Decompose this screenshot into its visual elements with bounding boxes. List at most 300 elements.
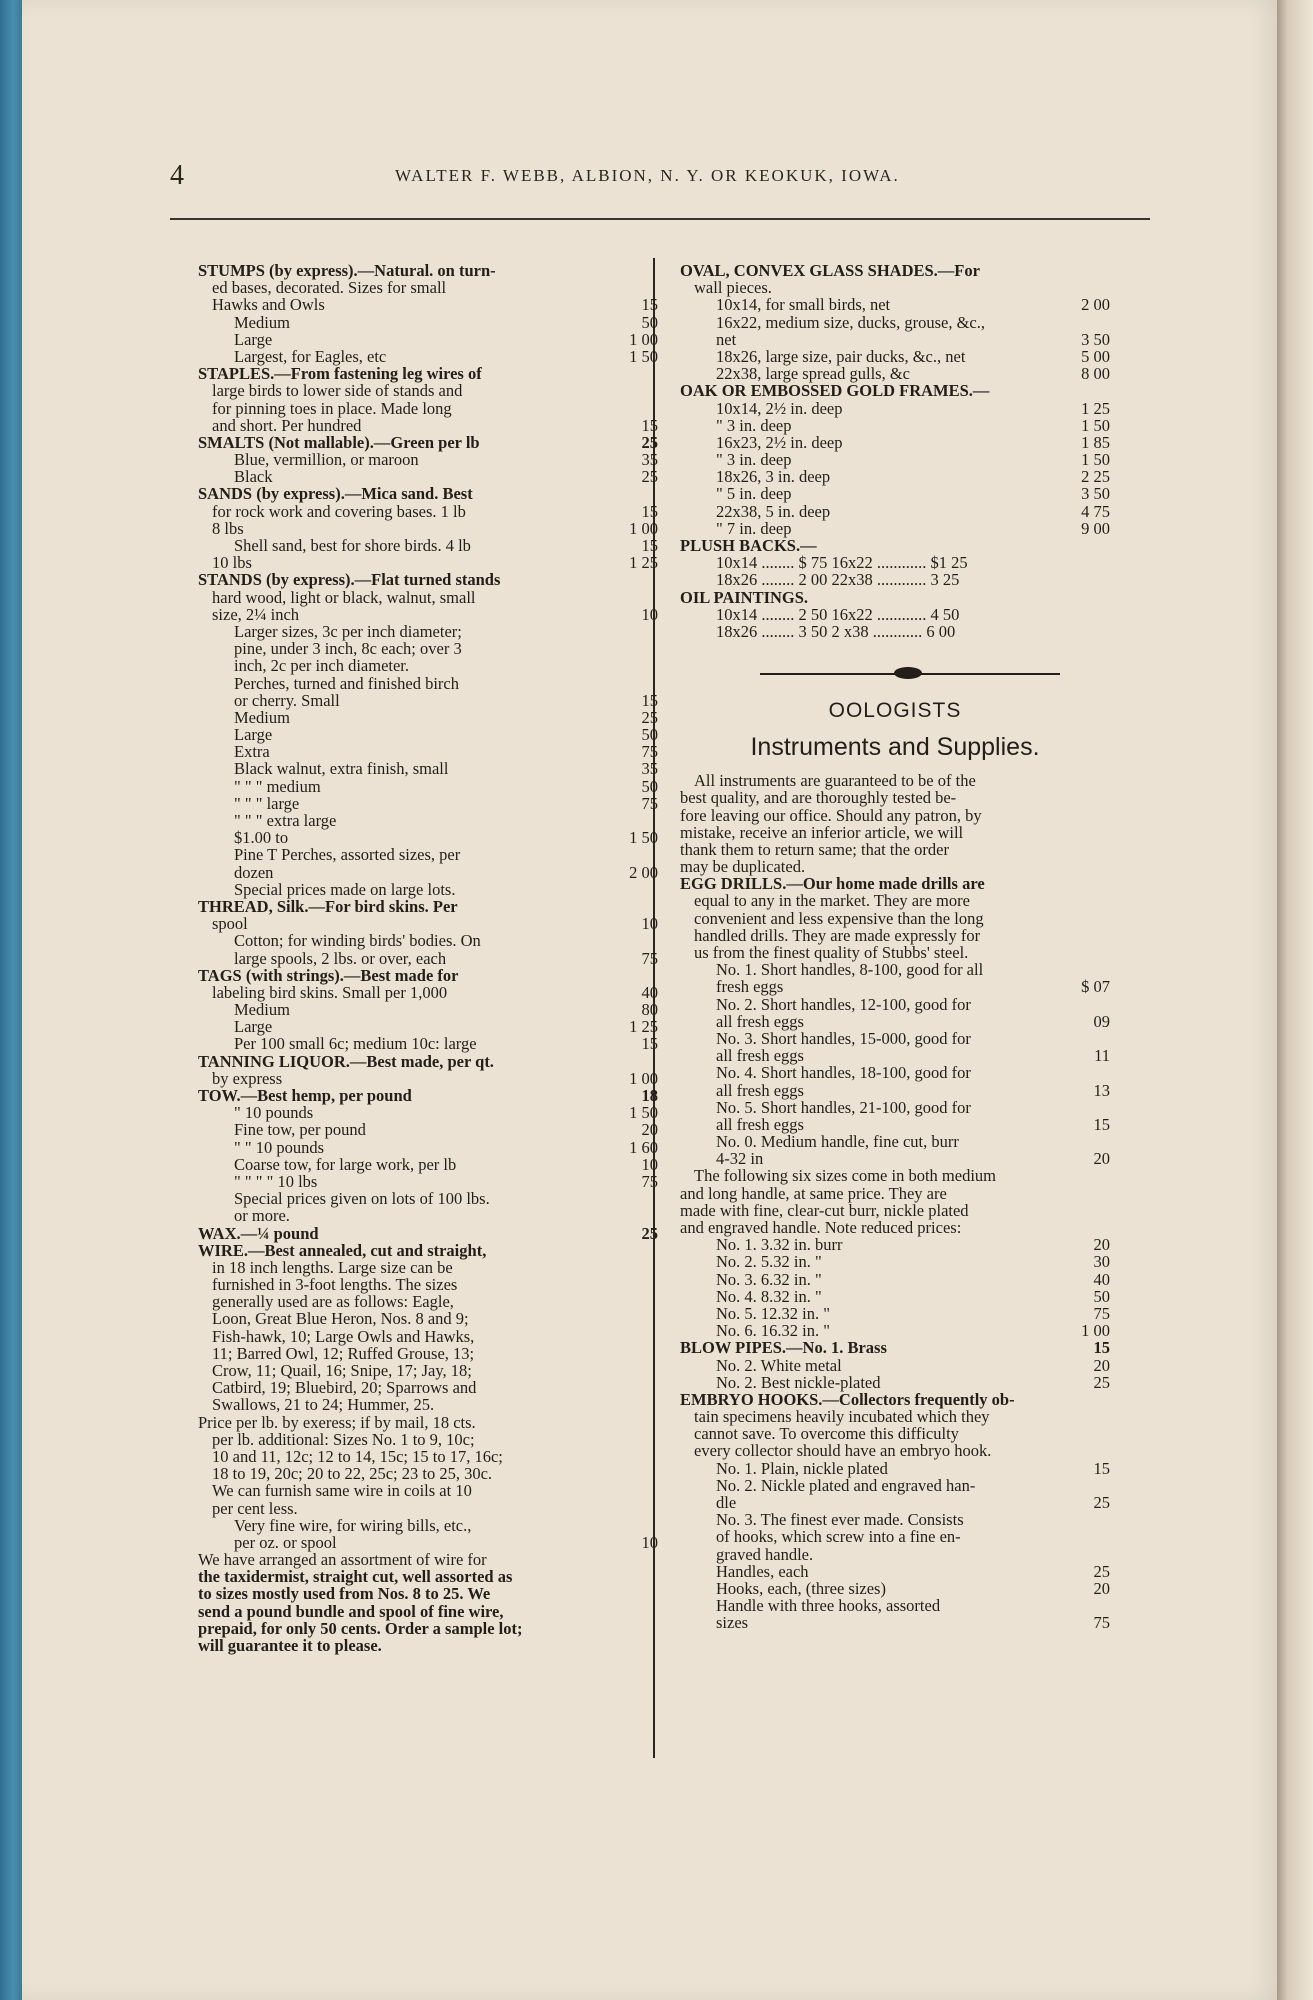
line-text: Large xyxy=(234,1017,273,1037)
line-text: 10x14 ........ 2 50 16x22 ............ 4 50 xyxy=(716,604,960,624)
line-text: wall pieces. xyxy=(694,278,772,298)
line-price: 1 50 xyxy=(1081,415,1110,435)
catalog-line xyxy=(198,589,658,606)
catalog-line xyxy=(198,675,658,692)
catalog-line xyxy=(680,314,1110,331)
catalog-line xyxy=(198,1139,658,1156)
line-text: No. 3. Short handles, 15-000, good for xyxy=(716,1028,971,1048)
catalog-line xyxy=(680,1236,1110,1253)
spacer xyxy=(680,640,1110,654)
line-text: mistake, receive an inferior article, we will xyxy=(680,822,964,842)
catalog-line xyxy=(198,262,658,279)
catalog-line xyxy=(198,967,658,984)
line-text: large spools, 2 lbs. or over, each xyxy=(234,948,447,968)
line-text: Very fine wire, for wiring bills, etc., xyxy=(234,1515,472,1535)
line-text: of hooks, which screw into a fine en- xyxy=(716,1527,961,1547)
line-text: STUMPS (by express).—Natural. on turn- xyxy=(198,261,496,280)
catalog-line xyxy=(198,743,658,760)
line-price: 2 25 xyxy=(1081,467,1110,487)
catalog-line xyxy=(198,1620,658,1637)
catalog-line xyxy=(680,1064,1110,1081)
line-text: equal to any in the market. They are more xyxy=(694,891,970,911)
catalog-line xyxy=(680,961,1110,978)
line-price: 10 xyxy=(641,1154,658,1174)
ornament-dot xyxy=(894,667,922,679)
catalog-line xyxy=(680,1597,1110,1614)
line-price: 50 xyxy=(641,312,658,332)
line-text: No. 2. White metal xyxy=(716,1355,842,1375)
catalog-line xyxy=(680,571,1110,588)
catalog-line xyxy=(680,1150,1110,1167)
catalog-line xyxy=(680,1305,1110,1322)
line-text: 16x22, medium size, ducks, grouse, &c., xyxy=(716,312,985,332)
line-price: 35 xyxy=(641,759,658,779)
line-text: furnished in 3-foot lengths. The sizes xyxy=(212,1275,458,1295)
line-text: No. 2. 5.32 in. " xyxy=(716,1252,822,1272)
catalog-line xyxy=(198,1225,658,1242)
catalog-line xyxy=(680,824,1110,841)
catalog-line xyxy=(680,589,1110,606)
line-price: 25 xyxy=(1093,1561,1110,1581)
line-text: " " " " 10 lbs xyxy=(234,1171,318,1191)
line-price: 5 00 xyxy=(1081,346,1110,366)
catalog-line xyxy=(198,1087,658,1104)
line-text: or cherry. Small xyxy=(234,690,340,710)
catalog-line xyxy=(198,1035,658,1052)
line-price: 50 xyxy=(641,776,658,796)
line-text: TOW.—Best hemp, per pound xyxy=(198,1086,412,1105)
line-text: No. 4. 8.32 in. " xyxy=(716,1286,822,1306)
line-price: 1 50 xyxy=(629,1103,658,1123)
catalog-line xyxy=(680,1339,1110,1356)
line-text: Fish-hawk, 10; Large Owls and Hawks, xyxy=(212,1326,475,1346)
line-text: may be duplicated. xyxy=(680,857,806,877)
line-text: spool xyxy=(212,914,248,934)
line-price: 1 00 xyxy=(629,518,658,538)
line-price: 50 xyxy=(641,725,658,745)
line-text: Medium xyxy=(234,1000,290,1020)
catalog-line xyxy=(198,1396,658,1413)
line-price: 15 xyxy=(641,1034,658,1054)
catalog-line xyxy=(198,1414,658,1431)
line-text: " " " extra large xyxy=(234,811,337,830)
catalog-line xyxy=(198,503,658,520)
catalog-line xyxy=(198,1070,658,1087)
line-text: 22x38, 5 in. deep xyxy=(716,501,831,521)
catalog-line xyxy=(198,760,658,777)
catalog-line xyxy=(198,520,658,537)
line-price: 1 50 xyxy=(629,828,658,848)
catalog-line xyxy=(198,1637,658,1654)
line-text: Large xyxy=(234,329,273,349)
catalog-line xyxy=(198,846,658,863)
line-text: Swallows, 21 to 24; Hummer, 25. xyxy=(212,1395,435,1415)
line-text: " 3 in. deep xyxy=(716,415,792,435)
catalog-line xyxy=(198,417,658,434)
line-price: 10 xyxy=(641,604,658,624)
oology-supplies-list xyxy=(680,772,1110,1631)
catalog-line xyxy=(680,1528,1110,1545)
line-text: " " " medium xyxy=(234,776,321,796)
catalog-line xyxy=(198,1431,658,1448)
line-price: 1 50 xyxy=(629,346,658,366)
catalog-line xyxy=(198,1551,658,1568)
catalog-line xyxy=(680,417,1110,434)
catalog-line xyxy=(680,1322,1110,1339)
catalog-line xyxy=(198,348,658,365)
line-text: EGG DRILLS.—Our home made drills are xyxy=(680,874,985,894)
catalog-line xyxy=(680,1271,1110,1288)
line-text: will guarantee it to please. xyxy=(198,1636,382,1655)
catalog-line xyxy=(198,1534,658,1551)
line-price: 25 xyxy=(641,707,658,727)
line-text: and short. Per hundred xyxy=(212,415,362,435)
line-text: 18x26, 3 in. deep xyxy=(716,467,831,487)
catalog-line xyxy=(680,841,1110,858)
line-price: 75 xyxy=(1093,1303,1110,1323)
catalog-line xyxy=(680,1494,1110,1511)
catalog-line xyxy=(198,434,658,451)
catalog-line xyxy=(198,451,658,468)
line-text: ed bases, decorated. Sizes for small xyxy=(212,278,447,298)
line-text: " 3 in. deep xyxy=(716,450,792,470)
catalog-line xyxy=(198,812,658,829)
catalog-line xyxy=(198,640,658,657)
line-text: Extra xyxy=(234,742,270,762)
line-text: No. 4. Short handles, 18-100, good for xyxy=(716,1063,971,1083)
line-text: 18x26 ........ 3 50 2 x38 ............ 6 00 xyxy=(716,621,956,641)
catalog-line xyxy=(198,950,658,967)
line-text: in 18 inch lengths. Large size can be xyxy=(212,1257,453,1277)
catalog-line xyxy=(198,1293,658,1310)
catalog-line xyxy=(198,1517,658,1534)
line-text: Fine tow, per pound xyxy=(234,1120,366,1140)
line-text: Black walnut, extra finish, small xyxy=(234,759,449,779)
line-text: " 10 pounds xyxy=(234,1103,314,1123)
catalog-line xyxy=(198,382,658,399)
line-price: 25 xyxy=(641,1223,658,1243)
catalog-line xyxy=(198,606,658,623)
catalog-line xyxy=(680,262,1110,279)
catalog-line xyxy=(198,1379,658,1396)
line-text: No. 5. Short handles, 21-100, good for xyxy=(716,1097,971,1117)
line-text: Medium xyxy=(234,707,290,727)
catalog-line xyxy=(198,468,658,485)
line-text: TAGS (with strings).—Best made for xyxy=(198,965,459,985)
catalog-line xyxy=(198,1053,658,1070)
line-text: fore leaving our office. Should any patron, by xyxy=(680,805,982,825)
line-text: No. 0. Medium handle, fine cut, burr xyxy=(716,1132,959,1152)
line-text: large birds to lower side of stands and xyxy=(212,381,463,401)
right-column xyxy=(680,262,1110,1632)
line-text: PLUSH BACKS.— xyxy=(680,536,817,555)
catalog-line xyxy=(680,1546,1110,1563)
catalog-line xyxy=(198,1259,658,1276)
line-text: all fresh eggs xyxy=(716,1046,804,1066)
catalog-line xyxy=(198,1500,658,1517)
line-text: Perches, turned and finished birch xyxy=(234,673,459,693)
line-text: 10x14, for small birds, net xyxy=(716,295,891,315)
catalog-line xyxy=(198,485,658,502)
line-text: No. 5. 12.32 in. " xyxy=(716,1303,830,1323)
catalog-line xyxy=(680,331,1110,348)
line-text: 18x26 ........ 2 00 22x38 ............ 3 25 xyxy=(716,570,960,590)
catalog-line xyxy=(680,1391,1110,1408)
line-text: Per 100 small 6c; medium 10c: large xyxy=(234,1034,477,1054)
line-price: 30 xyxy=(1093,1252,1110,1272)
line-text: cannot save. To overcome this difficulty xyxy=(694,1424,959,1444)
oologists-subheading: Instruments and Supplies. xyxy=(750,733,1040,762)
catalog-line xyxy=(198,1345,658,1362)
catalog-line xyxy=(198,623,658,640)
line-text: to sizes mostly used from Nos. 8 to 25. We xyxy=(198,1584,491,1604)
line-text: EMBRYO HOOKS.—Collectors frequently ob- xyxy=(680,1389,1015,1409)
catalog-line xyxy=(198,1328,658,1345)
line-price: 15 xyxy=(641,501,658,521)
catalog-line xyxy=(680,296,1110,313)
line-price: 15 xyxy=(641,690,658,710)
catalog-line xyxy=(198,1242,658,1259)
line-text: 10x14, 2½ in. deep xyxy=(716,398,843,418)
catalog-line xyxy=(680,554,1110,571)
catalog-line xyxy=(680,1133,1110,1150)
line-text: per lb. additional: Sizes No. 1 to 9, 10c; xyxy=(212,1429,475,1449)
line-text: 10 lbs xyxy=(212,553,252,573)
catalog-line xyxy=(198,795,658,812)
catalog-line xyxy=(680,623,1110,640)
line-text: tain specimens heavily incubated which they xyxy=(694,1407,990,1427)
catalog-line xyxy=(680,1013,1110,1030)
line-text: for rock work and covering bases. 1 lb xyxy=(212,501,466,521)
line-text: Shell sand, best for shore birds. 4 lb xyxy=(234,536,471,555)
catalog-line xyxy=(680,279,1110,296)
line-text: per cent less. xyxy=(212,1498,298,1518)
line-text: SMALTS (Not mallable).—Green per lb xyxy=(198,432,480,452)
catalog-line xyxy=(198,864,658,881)
catalog-line xyxy=(198,365,658,382)
line-price: 20 xyxy=(1093,1149,1110,1169)
line-price: 10 xyxy=(641,1532,658,1552)
line-text: prepaid, for only 50 cents. Order a sample lot; xyxy=(198,1618,523,1638)
catalog-line xyxy=(198,1603,658,1620)
catalog-line xyxy=(680,1185,1110,1202)
line-text: " " 10 pounds xyxy=(234,1137,325,1157)
line-price: 1 25 xyxy=(629,553,658,573)
line-text: labeling bird skins. Small per 1,000 xyxy=(212,982,448,1002)
line-text: No. 2. Nickle plated and engraved han- xyxy=(716,1475,976,1495)
catalog-line xyxy=(680,927,1110,944)
frames-and-shades-list xyxy=(680,262,1110,640)
line-price: 75 xyxy=(641,948,658,968)
line-text: STANDS (by express).—Flat turned stands xyxy=(198,570,501,590)
line-text: size, 2¼ inch xyxy=(212,604,300,624)
line-text: SANDS (by express).—Mica sand. Best xyxy=(198,484,473,504)
line-text: No. 3. The finest ever made. Consists xyxy=(716,1510,964,1530)
catalog-line xyxy=(198,1018,658,1035)
line-price: 15 xyxy=(641,415,658,435)
catalog-line xyxy=(198,709,658,726)
catalog-line xyxy=(680,978,1110,995)
catalog-line xyxy=(680,1357,1110,1374)
line-price: 1 00 xyxy=(629,1068,658,1088)
left-column xyxy=(198,262,658,1654)
line-text: STAPLES.—From fastening leg wires of xyxy=(198,364,482,384)
catalog-line xyxy=(198,1362,658,1379)
line-text: 22x38, large spread gulls, &c xyxy=(716,364,910,384)
catalog-line xyxy=(680,1477,1110,1494)
catalog-line xyxy=(680,1219,1110,1236)
catalog-line xyxy=(198,279,658,296)
line-text: all fresh eggs xyxy=(716,1080,804,1100)
line-text: net xyxy=(716,329,737,349)
catalog-line xyxy=(198,1121,658,1138)
line-text: OIL PAINTINGS. xyxy=(680,587,809,607)
line-text: every collector should have an embryo hook. xyxy=(694,1441,992,1461)
catalog-line xyxy=(680,1511,1110,1528)
catalog-line xyxy=(680,1030,1110,1047)
line-text: No. 1. Short handles, 8-100, good for all xyxy=(716,960,984,980)
line-price: 50 xyxy=(1093,1286,1110,1306)
line-price: 8 00 xyxy=(1081,364,1110,384)
line-price: 15 xyxy=(641,295,658,315)
line-price: 20 xyxy=(1093,1235,1110,1255)
catalog-line xyxy=(198,898,658,915)
line-text: Cotton; for winding birds' bodies. On xyxy=(234,931,481,951)
line-price: 2 00 xyxy=(629,862,658,882)
catalog-line xyxy=(680,451,1110,468)
catalog-line xyxy=(680,1253,1110,1270)
line-text: and long handle, at same price. They are xyxy=(680,1183,947,1203)
line-text: fresh eggs xyxy=(716,977,784,997)
line-price: 1 50 xyxy=(1081,450,1110,470)
line-text: Loon, Great Blue Heron, Nos. 8 and 9; xyxy=(212,1309,469,1329)
line-price: 9 00 xyxy=(1081,518,1110,538)
catalog-line xyxy=(198,1568,658,1585)
line-text: all fresh eggs xyxy=(716,1011,804,1031)
line-text: 16x23, 2½ in. deep xyxy=(716,432,843,452)
line-price: 1 00 xyxy=(629,329,658,349)
catalog-line xyxy=(198,1585,658,1602)
line-text: No. 3. 6.32 in. " xyxy=(716,1269,822,1289)
catalog-line xyxy=(198,331,658,348)
line-text: All instruments are guaranteed to be of the xyxy=(694,771,976,791)
line-text: Special prices given on lots of 100 lbs. xyxy=(234,1189,490,1209)
line-price: 1 25 xyxy=(1081,398,1110,418)
line-price: 75 xyxy=(641,793,658,813)
line-text: hard wood, light or black, walnut, small xyxy=(212,587,476,607)
line-price: 25 xyxy=(1093,1372,1110,1392)
line-price: 09 xyxy=(1093,1011,1110,1031)
catalog-line xyxy=(680,1374,1110,1391)
line-text: We can furnish same wire in coils at 10 xyxy=(212,1481,472,1501)
line-text: by express xyxy=(212,1068,283,1088)
line-price: 25 xyxy=(1093,1493,1110,1512)
catalog-line xyxy=(680,875,1110,892)
catalog-line xyxy=(198,1310,658,1327)
catalog-line xyxy=(198,1104,658,1121)
catalog-line xyxy=(198,1156,658,1173)
catalog-line xyxy=(680,382,1110,399)
line-price: 4 75 xyxy=(1081,501,1110,521)
catalog-line xyxy=(680,520,1110,537)
line-text: sizes xyxy=(716,1613,749,1633)
line-text: thank them to return same; that the order xyxy=(680,839,949,859)
line-price: 75 xyxy=(641,1171,658,1191)
catalog-line xyxy=(198,692,658,709)
line-text: for pinning toes in place. Made long xyxy=(212,398,452,418)
line-text: Hooks, each, (three sizes) xyxy=(716,1578,886,1598)
catalog-line xyxy=(680,365,1110,382)
catalog-line xyxy=(198,829,658,846)
catalog-line xyxy=(680,1288,1110,1305)
line-text: Largest, for Eagles, etc xyxy=(234,346,387,366)
catalog-line xyxy=(680,1614,1110,1631)
line-text: 4-32 in xyxy=(716,1149,764,1169)
line-price: 75 xyxy=(1093,1613,1110,1633)
catalog-line xyxy=(680,468,1110,485)
section-ornament xyxy=(680,654,1110,694)
line-text: No. 1. Plain, nickle plated xyxy=(716,1458,888,1478)
line-text: generally used are as follows: Eagle, xyxy=(212,1292,454,1312)
catalog-line xyxy=(680,1580,1110,1597)
page-header xyxy=(170,160,1170,190)
line-price: 13 xyxy=(1093,1080,1110,1100)
line-text: dozen xyxy=(234,862,274,882)
catalog-line xyxy=(198,778,658,795)
catalog-line xyxy=(680,944,1110,961)
line-text: Crow, 11; Quail, 16; Snipe, 17; Jay, 18; xyxy=(212,1361,472,1380)
line-price: 35 xyxy=(641,450,658,470)
line-price: 20 xyxy=(641,1120,658,1140)
line-text: the taxidermist, straight cut, well assorted as xyxy=(198,1567,513,1587)
catalog-line xyxy=(680,1099,1110,1116)
catalog-line xyxy=(680,1082,1110,1099)
line-text: Price per lb. by exeress; if by mail, 18 cts. xyxy=(198,1412,476,1432)
line-text: The following six sizes come in both medium xyxy=(694,1166,996,1186)
line-price: 15 xyxy=(1093,1458,1110,1478)
catalog-line xyxy=(680,1047,1110,1064)
line-price: 11 xyxy=(1094,1046,1110,1066)
line-text: Special prices made on large lots. xyxy=(234,879,456,899)
catalog-line xyxy=(680,807,1110,824)
catalog-line xyxy=(198,296,658,313)
line-price: 1 60 xyxy=(629,1137,658,1157)
catalog-line xyxy=(680,400,1110,417)
catalog-line xyxy=(198,1482,658,1499)
catalog-line xyxy=(680,1425,1110,1442)
line-text: " " " large xyxy=(234,793,300,813)
line-price: 10 xyxy=(641,914,658,934)
line-text: Blue, vermillion, or maroon xyxy=(234,450,419,470)
catalog-line xyxy=(680,485,1110,502)
line-text: 18x26, large size, pair ducks, &c., net xyxy=(716,346,966,366)
catalog-line xyxy=(680,1116,1110,1133)
line-price: 2 00 xyxy=(1081,295,1110,315)
catalog-line xyxy=(198,657,658,674)
catalog-line xyxy=(680,1460,1110,1477)
line-price: 1 85 xyxy=(1081,432,1110,452)
line-text: OVAL, CONVEX GLASS SHADES.—For xyxy=(680,261,980,280)
catalog-line xyxy=(680,858,1110,875)
line-text: us from the finest quality of Stubbs' steel. xyxy=(694,943,969,962)
line-text: convenient and less expensive than the long xyxy=(694,908,984,928)
catalog-line xyxy=(198,400,658,417)
line-text: 8 lbs xyxy=(212,518,244,538)
line-text: 18 to 19, 20c; 20 to 22, 25c; 23 to 25, 30c. xyxy=(212,1464,493,1484)
line-text: Pine T Perches, assorted sizes, per xyxy=(234,845,461,865)
page-number: 4 xyxy=(170,160,184,191)
line-text: Larger sizes, 3c per inch diameter; xyxy=(234,621,462,641)
